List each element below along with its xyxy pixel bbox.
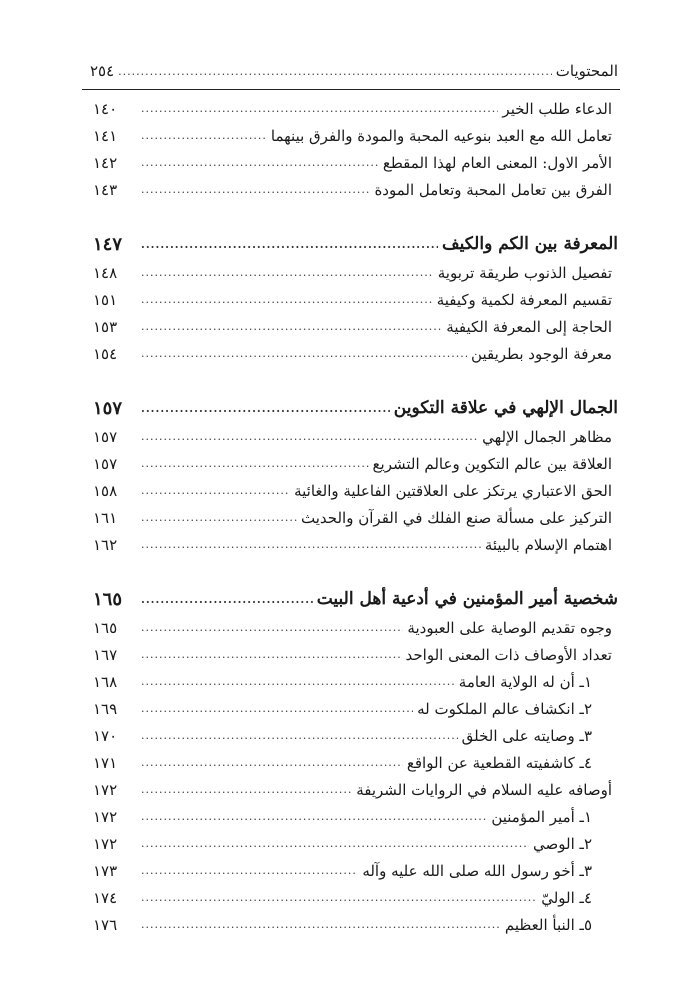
toc-section-heading [93,229,618,259]
toc-entry [93,313,618,340]
toc-entry-title: ٣ـ وصايته على الخلق [461,726,592,745]
toc-entry-title: ١ـ أن له الولاية العامة [458,672,592,691]
toc-entry-title: تعامل الله مع العبد بنوعيه المحبة والمودة والفرق بينهما [270,126,612,145]
leader-dots [141,238,438,251]
toc-entry-page: ١٤٢ [93,153,118,172]
leader-dots [141,756,403,769]
toc-entry-title: معرفة الوجود بطريقين [471,344,612,363]
toc-entry-title: الفرق بين تعامل المحبة وتعامل المودة [374,180,612,199]
leader-dots [141,702,413,715]
toc-entry [93,286,618,313]
toc-entry-title: شخصية أمير المؤمنين في أدعية أهل البيت [316,589,618,609]
toc-entry-title: ٢ـ الوصي [533,834,592,853]
toc-entry [93,477,618,504]
leader-dots [141,675,455,688]
toc-entry-title: أوصافه عليه السلام في الروايات الشريفة [356,780,612,799]
toc-entry [93,695,618,722]
toc-entry [93,176,618,203]
toc-entry [93,857,618,884]
toc-entry-page: ١٧١ [93,753,118,772]
toc-entry-title: الجمال الإلهي في علاقة التكوين [393,398,618,418]
toc-entry-page: ١٥١ [93,290,118,309]
toc-entry-page: ١٧٢ [93,834,118,853]
toc-entry-page: ١٦١ [93,508,118,527]
toc-entry [93,340,618,367]
leader-dots [141,511,297,524]
toc-entry-title: اهتمام الإسلام بالبيئة [484,535,612,554]
leader-dots [141,891,537,904]
leader-dots [118,65,552,78]
toc-entry [93,614,618,641]
header-title: المحتويات [555,62,618,80]
toc-entry [93,749,618,776]
toc-entry-title: مظاهر الجمال الإلهي [482,427,612,446]
toc-entry-title: وجوه تقديم الوصاية على العبودية [407,618,612,637]
toc-entry-page: ١٥٤ [93,344,118,363]
toc-entry [93,776,618,803]
toc-entry-page: ١٧٦ [93,915,118,934]
toc-entry-page: ١٦٢ [93,535,118,554]
toc-entry-title: تقسيم المعرفة لكمية وكيفية [436,290,612,309]
leader-dots [141,484,290,497]
toc-entry-page: ١٤١ [93,126,118,145]
toc-entry [93,803,618,830]
leader-dots [141,729,458,742]
leader-dots [141,864,358,877]
toc-entry [93,504,618,531]
toc-entry-page: ١٧٣ [93,861,118,880]
toc-entry [93,450,618,477]
toc-entry-title: الدعاء طلب الخير [502,99,612,118]
leader-dots [141,156,379,169]
toc-entry-page: ١٦٥ [93,588,123,610]
toc-section-heading [93,584,618,614]
toc-entry [93,259,618,286]
toc-entry-page: ١٤٧ [93,233,123,255]
toc-entry [93,531,618,558]
toc-entry-page: ١٥٧ [93,397,123,419]
toc-entry-page: ١٤٠ [93,99,118,118]
leader-dots [141,538,481,551]
leader-dots [141,266,434,279]
toc-entry-page: ١٦٧ [93,645,118,664]
toc-entry [93,95,618,122]
toc-entry-page: ١٦٥ [93,618,118,637]
leader-dots [141,293,433,306]
toc-entry-title: ٤ـ كاشفيته القطعية عن الواقع [406,753,592,772]
toc-entry [93,884,618,911]
toc-entry [93,423,618,450]
toc-entry-page: ١٥٧ [93,427,118,446]
toc-entry-page: ١٦٨ [93,672,118,691]
toc-entry [93,641,618,668]
leader-dots [141,648,402,661]
toc-entry-title: تفصيل الذنوب طريقة تربوية [437,263,612,282]
toc-entry-title: ٤ـ الوليّ [541,888,592,907]
toc-entry [93,149,618,176]
toc-entry-page: ١٤٨ [93,263,118,282]
toc-entry-title: تعداد الأوصاف ذات المعنى الواحد [405,645,612,664]
leader-dots [141,129,267,142]
toc-entry-page: ١٥٧ [93,454,118,473]
leader-dots [141,102,498,115]
leader-dots [141,810,487,823]
toc-entry-title: ٣ـ أخو رسول الله صلى الله عليه وآله [362,861,592,880]
toc-section-heading [93,393,618,423]
toc-entry [93,668,618,695]
toc-entry-page: ١٧٢ [93,780,118,799]
toc-entry-title: ٢ـ انكشاف عالم الملكوت له [417,699,592,718]
toc-entry-title: التركيز على مسألة صنع الفلك في القرآن والحديث [301,508,612,527]
toc-entry [93,722,618,749]
leader-dots [141,783,352,796]
leader-dots [141,593,313,606]
toc-entry-title: الحق الاعتباري يرتكز على العلاقتين الفاعلية والغائية [294,481,612,500]
toc-entry-page: ١٥٣ [93,317,118,336]
header-rule [82,89,620,90]
toc-entry-title: ٥ـ النبأ العظيم [504,915,592,934]
toc-entry-page: ١٤٣ [93,180,118,199]
toc-entry [93,830,618,857]
toc-entry [93,911,618,938]
toc-entry-title: الأمر الاول: المعنى العام لهذا المقطع [382,153,612,172]
toc-entry-page: ١٧٤ [93,888,118,907]
toc-entry-title: الحاجة إلى المعرفة الكيفية [446,317,612,336]
toc-entry-page: ١٧٠ [93,726,118,745]
toc-entry [93,122,618,149]
toc-entry-page: ١٦٩ [93,699,118,718]
toc-entry-title: المعرفة بين الكم والكيف [442,234,618,254]
toc-entry-title: العلاقة بين عالم التكوين وعالم التشريع [372,454,612,473]
leader-dots [141,457,369,470]
table-of-contents [93,95,618,938]
leader-dots [141,621,403,634]
leader-dots [141,430,478,443]
toc-entry-title: ١ـ أمير المؤمنين [491,807,592,826]
leader-dots [141,837,529,850]
header-page-number: ٢٥٤ [90,62,115,80]
toc-entry-page: ١٧٢ [93,807,118,826]
leader-dots [141,918,501,931]
toc-entry-page: ١٥٨ [93,481,118,500]
leader-dots [141,402,390,415]
leader-dots [141,320,442,333]
leader-dots [141,183,370,196]
running-header [90,58,618,84]
leader-dots [141,347,467,360]
